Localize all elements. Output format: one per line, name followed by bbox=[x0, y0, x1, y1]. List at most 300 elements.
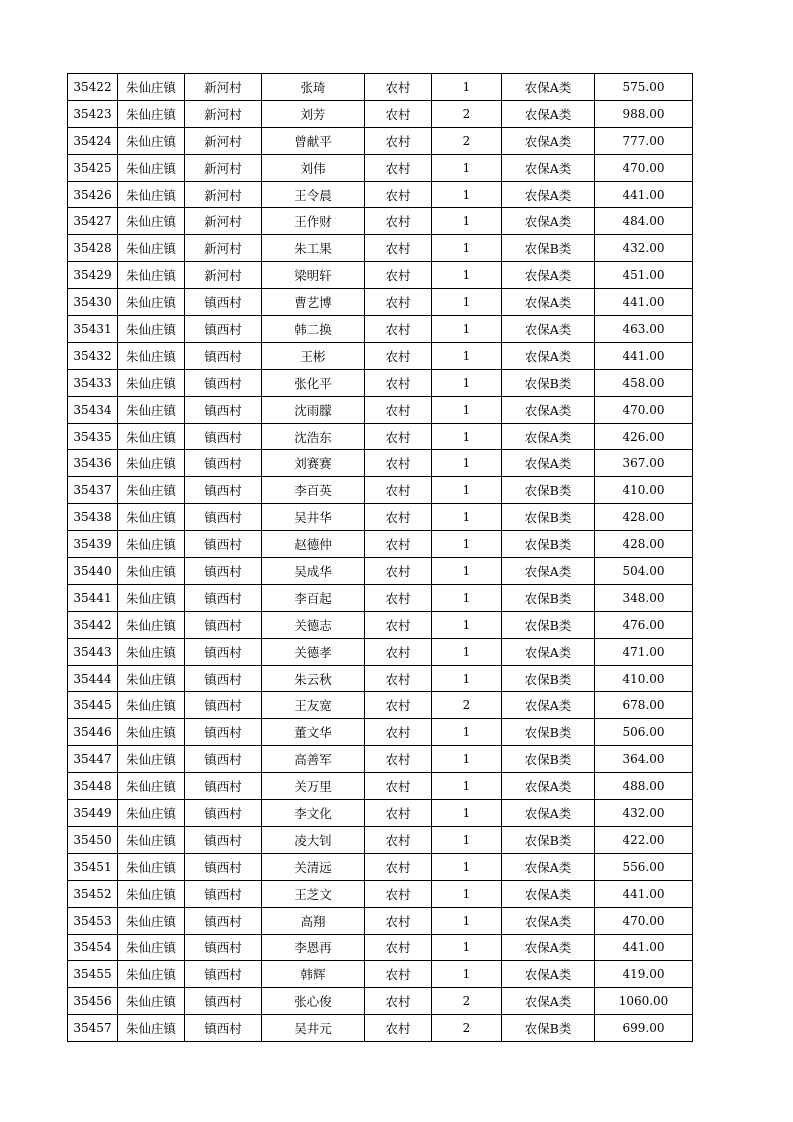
amount-cell: 1060.00 bbox=[595, 988, 693, 1015]
household-count-cell: 1 bbox=[432, 826, 502, 853]
town-cell: 朱仙庄镇 bbox=[118, 396, 185, 423]
village-cell: 镇西村 bbox=[185, 719, 262, 746]
area-type-cell: 农村 bbox=[365, 584, 432, 611]
name-cell: 李百起 bbox=[262, 584, 365, 611]
household-count-cell: 1 bbox=[432, 961, 502, 988]
row-id-cell: 35431 bbox=[68, 316, 118, 343]
area-type-cell: 农村 bbox=[365, 773, 432, 800]
town-cell: 朱仙庄镇 bbox=[118, 342, 185, 369]
insurance-type-cell: 农保B类 bbox=[502, 611, 595, 638]
area-type-cell: 农村 bbox=[365, 74, 432, 101]
row-id-cell: 35435 bbox=[68, 423, 118, 450]
town-cell: 朱仙庄镇 bbox=[118, 907, 185, 934]
name-cell: 凌大钊 bbox=[262, 826, 365, 853]
town-cell: 朱仙庄镇 bbox=[118, 961, 185, 988]
name-cell: 吴成华 bbox=[262, 558, 365, 585]
household-count-cell: 1 bbox=[432, 235, 502, 262]
village-cell: 镇西村 bbox=[185, 423, 262, 450]
name-cell: 王友宽 bbox=[262, 692, 365, 719]
village-cell: 镇西村 bbox=[185, 665, 262, 692]
table-row bbox=[68, 826, 693, 853]
name-cell: 朱云秋 bbox=[262, 665, 365, 692]
amount-cell: 428.00 bbox=[595, 504, 693, 531]
village-cell: 镇西村 bbox=[185, 504, 262, 531]
table-row bbox=[68, 961, 693, 988]
town-cell: 朱仙庄镇 bbox=[118, 558, 185, 585]
name-cell: 梁明轩 bbox=[262, 262, 365, 289]
amount-cell: 410.00 bbox=[595, 665, 693, 692]
insurance-type-cell: 农保A类 bbox=[502, 934, 595, 961]
name-cell: 沈浩东 bbox=[262, 423, 365, 450]
table-row bbox=[68, 100, 693, 127]
household-count-cell: 1 bbox=[432, 611, 502, 638]
table-row bbox=[68, 746, 693, 773]
village-cell: 镇西村 bbox=[185, 450, 262, 477]
table-row bbox=[68, 907, 693, 934]
town-cell: 朱仙庄镇 bbox=[118, 692, 185, 719]
insurance-type-cell: 农保B类 bbox=[502, 746, 595, 773]
amount-cell: 410.00 bbox=[595, 477, 693, 504]
amount-cell: 458.00 bbox=[595, 369, 693, 396]
row-id-cell: 35425 bbox=[68, 154, 118, 181]
area-type-cell: 农村 bbox=[365, 826, 432, 853]
village-cell: 新河村 bbox=[185, 181, 262, 208]
name-cell: 刘赛赛 bbox=[262, 450, 365, 477]
village-cell: 镇西村 bbox=[185, 531, 262, 558]
amount-cell: 470.00 bbox=[595, 907, 693, 934]
household-count-cell: 1 bbox=[432, 208, 502, 235]
household-count-cell: 1 bbox=[432, 504, 502, 531]
village-cell: 新河村 bbox=[185, 154, 262, 181]
household-count-cell: 1 bbox=[432, 584, 502, 611]
name-cell: 吴井华 bbox=[262, 504, 365, 531]
area-type-cell: 农村 bbox=[365, 719, 432, 746]
town-cell: 朱仙庄镇 bbox=[118, 880, 185, 907]
amount-cell: 364.00 bbox=[595, 746, 693, 773]
town-cell: 朱仙庄镇 bbox=[118, 208, 185, 235]
village-cell: 新河村 bbox=[185, 235, 262, 262]
amount-cell: 426.00 bbox=[595, 423, 693, 450]
village-cell: 镇西村 bbox=[185, 826, 262, 853]
row-id-cell: 35457 bbox=[68, 1015, 118, 1042]
row-id-cell: 35450 bbox=[68, 826, 118, 853]
town-cell: 朱仙庄镇 bbox=[118, 1015, 185, 1042]
household-count-cell: 1 bbox=[432, 423, 502, 450]
table-row bbox=[68, 74, 693, 101]
table-row bbox=[68, 665, 693, 692]
row-id-cell: 35437 bbox=[68, 477, 118, 504]
area-type-cell: 农村 bbox=[365, 127, 432, 154]
town-cell: 朱仙庄镇 bbox=[118, 369, 185, 396]
insurance-type-cell: 农保B类 bbox=[502, 235, 595, 262]
row-id-cell: 35430 bbox=[68, 289, 118, 316]
area-type-cell: 农村 bbox=[365, 638, 432, 665]
area-type-cell: 农村 bbox=[365, 1015, 432, 1042]
area-type-cell: 农村 bbox=[365, 880, 432, 907]
area-type-cell: 农村 bbox=[365, 396, 432, 423]
household-count-cell: 1 bbox=[432, 342, 502, 369]
insurance-type-cell: 农保A类 bbox=[502, 961, 595, 988]
village-cell: 镇西村 bbox=[185, 611, 262, 638]
area-type-cell: 农村 bbox=[365, 558, 432, 585]
name-cell: 董文华 bbox=[262, 719, 365, 746]
name-cell: 朱工果 bbox=[262, 235, 365, 262]
insurance-type-cell: 农保A类 bbox=[502, 100, 595, 127]
insurance-type-cell: 农保A类 bbox=[502, 988, 595, 1015]
table-row bbox=[68, 423, 693, 450]
name-cell: 关德孝 bbox=[262, 638, 365, 665]
household-count-cell: 2 bbox=[432, 988, 502, 1015]
table-row bbox=[68, 289, 693, 316]
table-row bbox=[68, 558, 693, 585]
town-cell: 朱仙庄镇 bbox=[118, 638, 185, 665]
town-cell: 朱仙庄镇 bbox=[118, 584, 185, 611]
amount-cell: 470.00 bbox=[595, 154, 693, 181]
town-cell: 朱仙庄镇 bbox=[118, 800, 185, 827]
row-id-cell: 35453 bbox=[68, 907, 118, 934]
table-row bbox=[68, 934, 693, 961]
table-row bbox=[68, 611, 693, 638]
area-type-cell: 农村 bbox=[365, 961, 432, 988]
name-cell: 赵德仲 bbox=[262, 531, 365, 558]
area-type-cell: 农村 bbox=[365, 611, 432, 638]
insurance-type-cell: 农保B类 bbox=[502, 531, 595, 558]
village-cell: 镇西村 bbox=[185, 638, 262, 665]
town-cell: 朱仙庄镇 bbox=[118, 100, 185, 127]
insurance-type-cell: 农保A类 bbox=[502, 907, 595, 934]
village-cell: 镇西村 bbox=[185, 934, 262, 961]
name-cell: 吴井元 bbox=[262, 1015, 365, 1042]
table-row bbox=[68, 584, 693, 611]
amount-cell: 451.00 bbox=[595, 262, 693, 289]
amount-cell: 441.00 bbox=[595, 289, 693, 316]
table-row bbox=[68, 853, 693, 880]
area-type-cell: 农村 bbox=[365, 665, 432, 692]
area-type-cell: 农村 bbox=[365, 988, 432, 1015]
household-count-cell: 1 bbox=[432, 154, 502, 181]
amount-cell: 463.00 bbox=[595, 316, 693, 343]
amount-cell: 556.00 bbox=[595, 853, 693, 880]
village-cell: 镇西村 bbox=[185, 477, 262, 504]
row-id-cell: 35426 bbox=[68, 181, 118, 208]
town-cell: 朱仙庄镇 bbox=[118, 235, 185, 262]
village-cell: 镇西村 bbox=[185, 369, 262, 396]
amount-cell: 678.00 bbox=[595, 692, 693, 719]
row-id-cell: 35428 bbox=[68, 235, 118, 262]
name-cell: 刘芳 bbox=[262, 100, 365, 127]
insurance-type-cell: 农保B类 bbox=[502, 504, 595, 531]
household-count-cell: 1 bbox=[432, 934, 502, 961]
table-row bbox=[68, 208, 693, 235]
village-cell: 镇西村 bbox=[185, 396, 262, 423]
data-table bbox=[67, 73, 693, 1042]
village-cell: 镇西村 bbox=[185, 988, 262, 1015]
area-type-cell: 农村 bbox=[365, 262, 432, 289]
table-row bbox=[68, 638, 693, 665]
town-cell: 朱仙庄镇 bbox=[118, 934, 185, 961]
name-cell: 张琦 bbox=[262, 74, 365, 101]
village-cell: 镇西村 bbox=[185, 1015, 262, 1042]
name-cell: 关万里 bbox=[262, 773, 365, 800]
area-type-cell: 农村 bbox=[365, 692, 432, 719]
row-id-cell: 35433 bbox=[68, 369, 118, 396]
insurance-type-cell: 农保A类 bbox=[502, 638, 595, 665]
insurance-type-cell: 农保A类 bbox=[502, 558, 595, 585]
row-id-cell: 35422 bbox=[68, 74, 118, 101]
row-id-cell: 35443 bbox=[68, 638, 118, 665]
village-cell: 新河村 bbox=[185, 208, 262, 235]
household-count-cell: 1 bbox=[432, 773, 502, 800]
name-cell: 张化平 bbox=[262, 369, 365, 396]
amount-cell: 699.00 bbox=[595, 1015, 693, 1042]
table-row bbox=[68, 262, 693, 289]
row-id-cell: 35441 bbox=[68, 584, 118, 611]
name-cell: 沈雨朦 bbox=[262, 396, 365, 423]
household-count-cell: 1 bbox=[432, 531, 502, 558]
town-cell: 朱仙庄镇 bbox=[118, 719, 185, 746]
name-cell: 曾献平 bbox=[262, 127, 365, 154]
household-count-cell: 1 bbox=[432, 719, 502, 746]
household-count-cell: 2 bbox=[432, 100, 502, 127]
town-cell: 朱仙庄镇 bbox=[118, 423, 185, 450]
household-count-cell: 1 bbox=[432, 477, 502, 504]
table-body bbox=[68, 74, 693, 1042]
household-count-cell: 1 bbox=[432, 262, 502, 289]
household-count-cell: 1 bbox=[432, 181, 502, 208]
area-type-cell: 农村 bbox=[365, 316, 432, 343]
table-row bbox=[68, 450, 693, 477]
insurance-type-cell: 农保B类 bbox=[502, 826, 595, 853]
name-cell: 王令晨 bbox=[262, 181, 365, 208]
amount-cell: 484.00 bbox=[595, 208, 693, 235]
name-cell: 曹艺博 bbox=[262, 289, 365, 316]
table-row bbox=[68, 316, 693, 343]
area-type-cell: 农村 bbox=[365, 450, 432, 477]
town-cell: 朱仙庄镇 bbox=[118, 665, 185, 692]
town-cell: 朱仙庄镇 bbox=[118, 181, 185, 208]
household-count-cell: 1 bbox=[432, 450, 502, 477]
row-id-cell: 35434 bbox=[68, 396, 118, 423]
insurance-type-cell: 农保A类 bbox=[502, 316, 595, 343]
area-type-cell: 农村 bbox=[365, 235, 432, 262]
amount-cell: 777.00 bbox=[595, 127, 693, 154]
table-row bbox=[68, 369, 693, 396]
town-cell: 朱仙庄镇 bbox=[118, 611, 185, 638]
table-row bbox=[68, 988, 693, 1015]
insurance-type-cell: 农保A类 bbox=[502, 289, 595, 316]
household-count-cell: 1 bbox=[432, 800, 502, 827]
amount-cell: 471.00 bbox=[595, 638, 693, 665]
row-id-cell: 35444 bbox=[68, 665, 118, 692]
village-cell: 新河村 bbox=[185, 100, 262, 127]
village-cell: 镇西村 bbox=[185, 773, 262, 800]
household-count-cell: 1 bbox=[432, 853, 502, 880]
town-cell: 朱仙庄镇 bbox=[118, 154, 185, 181]
table-row bbox=[68, 880, 693, 907]
row-id-cell: 35442 bbox=[68, 611, 118, 638]
insurance-type-cell: 农保B类 bbox=[502, 719, 595, 746]
town-cell: 朱仙庄镇 bbox=[118, 289, 185, 316]
town-cell: 朱仙庄镇 bbox=[118, 477, 185, 504]
name-cell: 李文化 bbox=[262, 800, 365, 827]
town-cell: 朱仙庄镇 bbox=[118, 262, 185, 289]
row-id-cell: 35454 bbox=[68, 934, 118, 961]
village-cell: 镇西村 bbox=[185, 289, 262, 316]
town-cell: 朱仙庄镇 bbox=[118, 531, 185, 558]
town-cell: 朱仙庄镇 bbox=[118, 74, 185, 101]
row-id-cell: 35429 bbox=[68, 262, 118, 289]
area-type-cell: 农村 bbox=[365, 907, 432, 934]
amount-cell: 476.00 bbox=[595, 611, 693, 638]
name-cell: 王芝文 bbox=[262, 880, 365, 907]
row-id-cell: 35439 bbox=[68, 531, 118, 558]
table-row bbox=[68, 692, 693, 719]
name-cell: 关德志 bbox=[262, 611, 365, 638]
row-id-cell: 35449 bbox=[68, 800, 118, 827]
household-count-cell: 2 bbox=[432, 692, 502, 719]
household-count-cell: 1 bbox=[432, 907, 502, 934]
name-cell: 韩辉 bbox=[262, 961, 365, 988]
insurance-type-cell: 农保A类 bbox=[502, 423, 595, 450]
amount-cell: 441.00 bbox=[595, 880, 693, 907]
table-row bbox=[68, 800, 693, 827]
area-type-cell: 农村 bbox=[365, 853, 432, 880]
household-count-cell: 1 bbox=[432, 638, 502, 665]
town-cell: 朱仙庄镇 bbox=[118, 988, 185, 1015]
table-row bbox=[68, 773, 693, 800]
name-cell: 张心俊 bbox=[262, 988, 365, 1015]
name-cell: 李百英 bbox=[262, 477, 365, 504]
area-type-cell: 农村 bbox=[365, 208, 432, 235]
village-cell: 镇西村 bbox=[185, 584, 262, 611]
area-type-cell: 农村 bbox=[365, 934, 432, 961]
village-cell: 镇西村 bbox=[185, 342, 262, 369]
village-cell: 镇西村 bbox=[185, 800, 262, 827]
row-id-cell: 35452 bbox=[68, 880, 118, 907]
area-type-cell: 农村 bbox=[365, 504, 432, 531]
insurance-type-cell: 农保A类 bbox=[502, 181, 595, 208]
row-id-cell: 35447 bbox=[68, 746, 118, 773]
amount-cell: 367.00 bbox=[595, 450, 693, 477]
insurance-type-cell: 农保A类 bbox=[502, 692, 595, 719]
table-row bbox=[68, 342, 693, 369]
village-cell: 镇西村 bbox=[185, 907, 262, 934]
table-row bbox=[68, 181, 693, 208]
insurance-type-cell: 农保A类 bbox=[502, 342, 595, 369]
household-count-cell: 2 bbox=[432, 1015, 502, 1042]
table-row bbox=[68, 154, 693, 181]
insurance-type-cell: 农保A类 bbox=[502, 773, 595, 800]
area-type-cell: 农村 bbox=[365, 154, 432, 181]
insurance-type-cell: 农保A类 bbox=[502, 208, 595, 235]
amount-cell: 419.00 bbox=[595, 961, 693, 988]
table-row bbox=[68, 719, 693, 746]
table-row bbox=[68, 477, 693, 504]
name-cell: 刘伟 bbox=[262, 154, 365, 181]
village-cell: 镇西村 bbox=[185, 880, 262, 907]
amount-cell: 488.00 bbox=[595, 773, 693, 800]
amount-cell: 432.00 bbox=[595, 800, 693, 827]
insurance-type-cell: 农保B类 bbox=[502, 584, 595, 611]
village-cell: 镇西村 bbox=[185, 692, 262, 719]
insurance-type-cell: 农保A类 bbox=[502, 880, 595, 907]
village-cell: 镇西村 bbox=[185, 558, 262, 585]
table-row bbox=[68, 504, 693, 531]
town-cell: 朱仙庄镇 bbox=[118, 826, 185, 853]
insurance-type-cell: 农保B类 bbox=[502, 1015, 595, 1042]
row-id-cell: 35436 bbox=[68, 450, 118, 477]
row-id-cell: 35451 bbox=[68, 853, 118, 880]
table-row bbox=[68, 235, 693, 262]
area-type-cell: 农村 bbox=[365, 746, 432, 773]
amount-cell: 441.00 bbox=[595, 181, 693, 208]
row-id-cell: 35427 bbox=[68, 208, 118, 235]
row-id-cell: 35456 bbox=[68, 988, 118, 1015]
insurance-type-cell: 农保B类 bbox=[502, 369, 595, 396]
amount-cell: 432.00 bbox=[595, 235, 693, 262]
household-count-cell: 1 bbox=[432, 396, 502, 423]
household-count-cell: 1 bbox=[432, 289, 502, 316]
amount-cell: 506.00 bbox=[595, 719, 693, 746]
household-count-cell: 2 bbox=[432, 127, 502, 154]
name-cell: 韩二换 bbox=[262, 316, 365, 343]
household-count-cell: 1 bbox=[432, 558, 502, 585]
amount-cell: 348.00 bbox=[595, 584, 693, 611]
town-cell: 朱仙庄镇 bbox=[118, 773, 185, 800]
town-cell: 朱仙庄镇 bbox=[118, 853, 185, 880]
household-count-cell: 1 bbox=[432, 316, 502, 343]
name-cell: 高翔 bbox=[262, 907, 365, 934]
area-type-cell: 农村 bbox=[365, 800, 432, 827]
insurance-type-cell: 农保A类 bbox=[502, 450, 595, 477]
household-count-cell: 1 bbox=[432, 74, 502, 101]
row-id-cell: 35432 bbox=[68, 342, 118, 369]
area-type-cell: 农村 bbox=[365, 477, 432, 504]
household-count-cell: 1 bbox=[432, 665, 502, 692]
village-cell: 新河村 bbox=[185, 74, 262, 101]
table-row bbox=[68, 1015, 693, 1042]
amount-cell: 441.00 bbox=[595, 934, 693, 961]
village-cell: 镇西村 bbox=[185, 746, 262, 773]
household-count-cell: 1 bbox=[432, 369, 502, 396]
area-type-cell: 农村 bbox=[365, 181, 432, 208]
village-cell: 新河村 bbox=[185, 262, 262, 289]
insurance-type-cell: 农保A类 bbox=[502, 853, 595, 880]
town-cell: 朱仙庄镇 bbox=[118, 504, 185, 531]
table-row bbox=[68, 531, 693, 558]
name-cell: 关清远 bbox=[262, 853, 365, 880]
area-type-cell: 农村 bbox=[365, 342, 432, 369]
village-cell: 新河村 bbox=[185, 127, 262, 154]
amount-cell: 988.00 bbox=[595, 100, 693, 127]
row-id-cell: 35455 bbox=[68, 961, 118, 988]
town-cell: 朱仙庄镇 bbox=[118, 127, 185, 154]
village-cell: 镇西村 bbox=[185, 316, 262, 343]
row-id-cell: 35446 bbox=[68, 719, 118, 746]
name-cell: 李恩再 bbox=[262, 934, 365, 961]
name-cell: 高善军 bbox=[262, 746, 365, 773]
village-cell: 镇西村 bbox=[185, 961, 262, 988]
row-id-cell: 35440 bbox=[68, 558, 118, 585]
amount-cell: 422.00 bbox=[595, 826, 693, 853]
insurance-type-cell: 农保A类 bbox=[502, 396, 595, 423]
insurance-type-cell: 农保A类 bbox=[502, 127, 595, 154]
table-row bbox=[68, 127, 693, 154]
household-count-cell: 1 bbox=[432, 746, 502, 773]
town-cell: 朱仙庄镇 bbox=[118, 746, 185, 773]
amount-cell: 441.00 bbox=[595, 342, 693, 369]
table-row bbox=[68, 396, 693, 423]
